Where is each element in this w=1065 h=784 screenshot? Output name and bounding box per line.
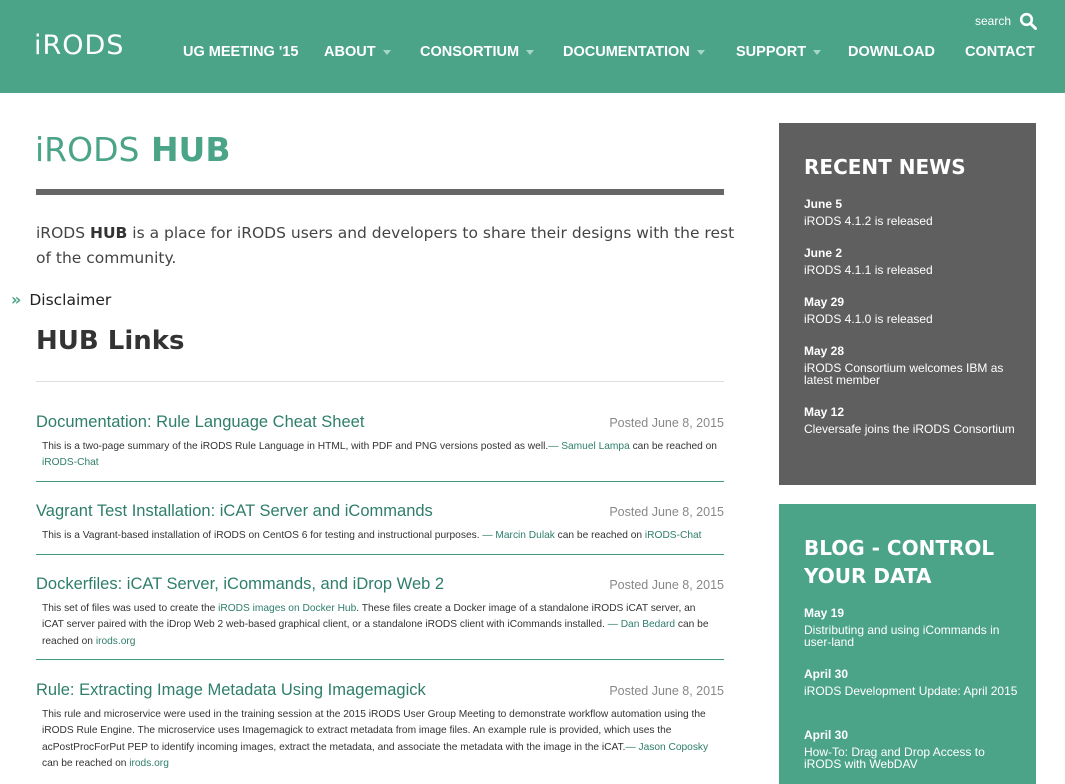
search-label[interactable]: search — [974, 14, 1011, 28]
news-date: May 12 — [804, 405, 845, 419]
reach-text: can be reached on — [42, 757, 130, 769]
search-icon[interactable] — [1019, 12, 1037, 30]
contact-link[interactable]: irods.org — [95, 635, 136, 647]
docker-hub-link[interactable]: iRODS images on Docker Hub — [218, 603, 357, 614]
post-date: Posted June 8, 2015 — [609, 505, 724, 519]
chevron-down-icon — [813, 50, 821, 55]
news-date: May 28 — [804, 344, 845, 358]
nav-label: DOWNLOAD — [848, 44, 935, 60]
intro-text: is a place for iRODS users and developers to share their designs with the rest of the community. — [36, 224, 735, 267]
hub-link-title[interactable]: Rule: Extracting Image Metadata Using Imagemagick — [36, 681, 426, 699]
author-link[interactable]: — Dan Bedard — [607, 619, 676, 631]
site-header — [0, 0, 1065, 93]
contact-link[interactable]: iRODS-Chat — [42, 457, 99, 469]
nav-consortium[interactable] — [420, 44, 534, 60]
blog-text: iRODS Development Update: April 2015 — [804, 684, 1018, 698]
blog-text: Distributing and using iCommands in user-land — [804, 623, 1000, 649]
contact-link[interactable]: irods.org — [129, 757, 169, 769]
news-text: Cleversafe joins the iRODS Consortium — [804, 422, 1015, 436]
author-link[interactable]: — Jason Coposky — [625, 741, 709, 753]
description-text: . These files create a Docker image of a standalone iRODS iCAT server, an iCAT server paired with the iDrop Web 2 web-based graphical client, or a standalone iRODS client with iCommands installed. — [42, 603, 696, 631]
nav-documentation[interactable] — [563, 44, 705, 60]
reach-text: can be reached on — [554, 530, 645, 541]
news-item[interactable] — [804, 344, 1024, 386]
links-title-light: Links — [107, 326, 185, 356]
author-link[interactable]: — Marcin Dulak — [482, 530, 555, 541]
hub-link-title[interactable]: Documentation: Rule Language Cheat Sheet — [36, 413, 365, 431]
page-title — [35, 130, 231, 169]
blog-item[interactable] — [804, 728, 1024, 770]
entry-divider — [36, 554, 724, 555]
site-logo[interactable]: iRODS — [34, 30, 125, 61]
news-item[interactable] — [804, 405, 1024, 435]
double-chevron-right-icon: » — [11, 290, 22, 309]
blog-item[interactable] — [804, 667, 1024, 697]
blog-date: April 30 — [804, 667, 849, 681]
intro-bold: HUB — [90, 224, 128, 242]
description-text: This rule and microservice were used in the training session at the 2015 iRODS User Group Meeting to demonstrate workflow automation using the iRODS Rule Engine. The microservice uses Imagemagick to extract metadata from image files. An example rule is provided, which uses the acPostProcForPut PEP to identify incoming images, extract the metadata, and associate the metadata with the image in the iCAT. — [42, 709, 706, 753]
blog-date: April 30 — [804, 728, 849, 742]
description-text: This set of files was used to create the — [42, 603, 219, 614]
nav-label: UG MEETING '15 — [183, 44, 299, 60]
chevron-down-icon — [383, 50, 391, 55]
nav-download[interactable] — [848, 44, 935, 60]
recent-news-panel — [779, 123, 1036, 485]
main-nav — [0, 44, 1065, 64]
post-date: Posted June 8, 2015 — [609, 578, 724, 592]
search-control[interactable] — [975, 12, 1037, 30]
reach-text: can be reached on — [629, 441, 717, 452]
intro-paragraph — [36, 221, 736, 271]
news-item[interactable] — [804, 246, 1024, 276]
news-date: May 29 — [804, 295, 845, 309]
blog-date: May 19 — [804, 606, 845, 620]
chevron-down-icon — [526, 50, 534, 55]
nav-contact[interactable] — [965, 44, 1035, 60]
disclaimer-toggle[interactable] — [11, 290, 111, 309]
post-date: Posted June 8, 2015 — [609, 416, 724, 430]
hub-link-description — [42, 528, 717, 544]
page-title-light: iRODS — [35, 130, 140, 169]
links-title-bold: HUB — [36, 326, 99, 356]
blog-text: How-To: Drag and Drop Access to iRODS with WebDAV — [804, 745, 985, 771]
nav-label: DOCUMENTATION — [563, 44, 690, 60]
intro-prefix: iRODS — [36, 224, 86, 242]
description-text: This is a two-page summary of the iRODS Rule Language in HTML, with PDF and PNG versions posted as well. — [42, 441, 549, 452]
nav-support[interactable] — [736, 44, 821, 60]
blog-panel — [779, 504, 1036, 784]
news-text: iRODS Consortium welcomes IBM as latest member — [804, 361, 1004, 387]
hub-link-description — [42, 439, 717, 472]
news-text: iRODS 4.1.0 is released — [804, 312, 933, 326]
nav-label: ABOUT — [324, 44, 376, 60]
hub-link-description — [42, 707, 717, 772]
nav-label: SUPPORT — [736, 44, 807, 60]
disclaimer-label: Disclaimer — [29, 290, 112, 309]
nav-about[interactable] — [324, 44, 391, 60]
blog-heading: BLOG - CONTROL YOUR DATA — [804, 536, 995, 588]
nav-label: CONTACT — [965, 44, 1035, 60]
hub-link-title[interactable]: Vagrant Test Installation: iCAT Server and iCommands — [36, 502, 433, 520]
nav-label: CONSORTIUM — [420, 44, 520, 60]
title-divider — [36, 189, 724, 195]
blog-item[interactable] — [804, 606, 1024, 648]
author-link[interactable]: — Samuel Lampa — [548, 441, 630, 452]
post-date: Posted June 8, 2015 — [609, 684, 724, 698]
description-text: This is a Vagrant-based installation of iRODS on CentOS 6 for testing and instructional purposes. — [42, 530, 483, 541]
page-title-bold: HUB — [150, 130, 231, 169]
nav-ug-meeting[interactable] — [183, 44, 298, 60]
entry-divider — [36, 659, 724, 660]
chevron-down-icon — [697, 50, 705, 55]
contact-link[interactable]: iRODS-Chat — [644, 530, 702, 541]
recent-news-heading: RECENT NEWS — [804, 155, 966, 179]
news-item[interactable] — [804, 197, 1024, 227]
news-item[interactable] — [804, 295, 1024, 325]
news-text: iRODS 4.1.1 is released — [804, 263, 933, 277]
news-date: June 5 — [804, 197, 843, 211]
news-text: iRODS 4.1.2 is released — [804, 214, 933, 228]
hub-link-description — [42, 601, 717, 650]
entry-divider — [36, 481, 724, 482]
reach-text: can be reached on — [42, 619, 709, 647]
news-date: June 2 — [804, 246, 843, 260]
links-section-title — [36, 326, 185, 356]
hub-link-title[interactable]: Dockerfiles: iCAT Server, iCommands, and iDrop Web 2 — [36, 575, 445, 593]
section-divider — [36, 381, 724, 382]
